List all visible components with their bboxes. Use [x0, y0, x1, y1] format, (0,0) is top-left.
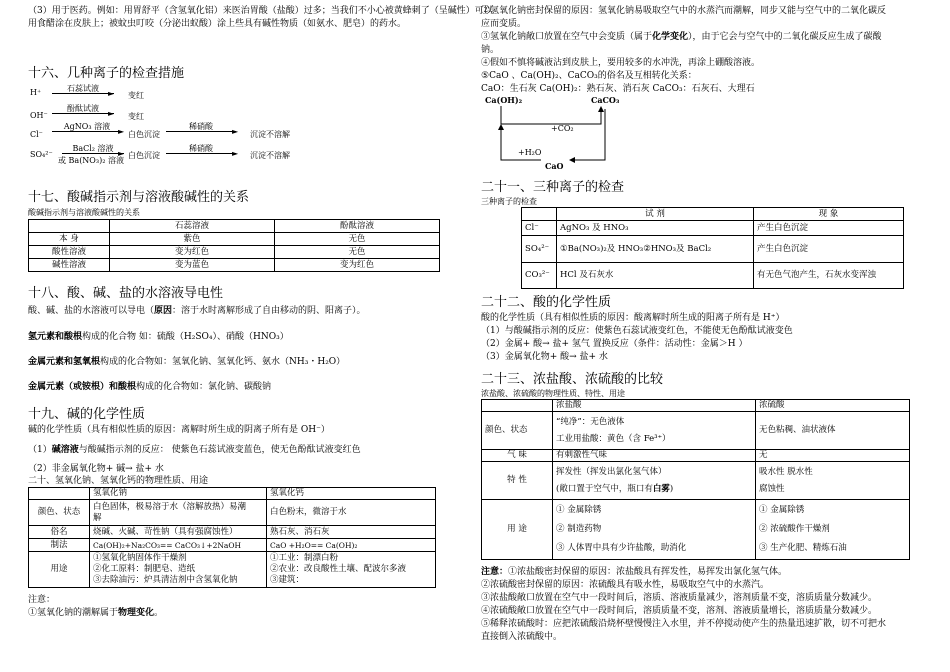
acid-property-0: 酸的化学性质（具有相似性质的原因：酸离解时所生成的阳离子所有是 H⁺）	[481, 313, 785, 323]
col-header: 试 剂	[557, 208, 754, 221]
cycle-caco3: CaCO₃	[591, 95, 620, 105]
cell: 烧碱、火碱、苛性钠（具有强腐蚀性）	[90, 526, 267, 539]
section-22-title: 二十二、酸的化学性质	[481, 295, 612, 310]
cell: ① 金属除锈 ② 浓硫酸作干燥剂 ③ 生产化肥、精炼石油	[756, 500, 910, 560]
section-17-caption: 酸碱指示剂与溶液酸碱性的关系	[28, 208, 140, 217]
cell: 白色固体，极易溶于水（溶解放热）易潮 解	[90, 500, 267, 526]
row-label: 用途	[29, 552, 90, 588]
note-1: ①氢氧化钠的潮解属于物理变化。	[28, 608, 164, 618]
acid-property-3: （3）金属氧化物+ 酸→ 盐+ 水	[481, 352, 608, 362]
col-header: 氢氧化钙	[267, 488, 436, 500]
reagent-bano3: 或 Ba(NO₃)₂ 溶液	[58, 156, 124, 165]
section-23-caption: 浓盐酸、浓硫酸的物理性质、特性、用途	[481, 389, 625, 398]
cell: 紫色	[110, 233, 275, 246]
reagent-hno3: 稀硝酸	[166, 122, 236, 132]
row-label: Cl⁻	[522, 221, 557, 236]
cell	[522, 208, 557, 221]
intro-line-1: （3）用于医药。例如：用胃舒平（含氢氧化铝）来医治胃酸（盐酸）过多；当我们不小心被黄蜂刺了（呈碱性）可以	[28, 6, 493, 16]
cell	[29, 488, 90, 500]
col-header: 酚酞溶液	[275, 220, 440, 233]
section-21-caption: 三种离子的检查	[481, 197, 537, 206]
section-20-title: 二十、氢氧化钠、氢氧化钙的物理性质、用途	[28, 476, 209, 486]
base-property-1: （1）碱溶液与酸碱指示剂的反应： 使紫色石蕊试液变蓝色，使无色酚酞试液变红色	[28, 445, 361, 455]
base-definition: 金属元素和氢氧根构成的化合物如：氢氧化钠、氢氧化钙、氨水（NH₃・H₂O）	[28, 357, 346, 367]
acid-note-5b: 直接倒入浓硫酸中。	[481, 632, 563, 642]
naoh-note-3a: ③氢氧化钠敞口放置在空气中会变质（属于化学变化），由于它会与空气中的二氧化碳反应生成了碳酸	[481, 32, 882, 42]
cycle-label-h2o: +H₂O	[518, 148, 542, 157]
row-label: 气 味	[482, 450, 553, 462]
acid-compare-table	[481, 399, 910, 560]
row-label: CO₃²⁻	[522, 263, 557, 289]
result2-so4: 沉淀不溶解	[250, 151, 290, 160]
acid-note-1: 注意：①浓盐酸密封保留的原因：浓盐酸具有挥发性，易挥发出氯化氢气体。	[481, 567, 788, 577]
intro-line-2: 用食醋涂在皮肤上；被蚊虫叮咬（分泌出蚁酸）涂上些具有碱性物质（如氨水、肥皂）的药水。	[28, 19, 407, 29]
base-properties: 碱的化学性质（具有相似性质的原因：离解时所生成的阴离子所有是 OH⁻）	[28, 425, 330, 435]
row-label: 酸性溶液	[29, 246, 110, 259]
cell: 无色粘稠、油状液体	[756, 412, 910, 450]
cell: 无色	[275, 246, 440, 259]
cell: 无色	[275, 233, 440, 246]
row-label: 俗名	[29, 526, 90, 539]
reagent-hno3-2: 稀硝酸	[166, 144, 236, 154]
arrow-icon: ►	[118, 149, 125, 158]
arrow-icon: ►	[232, 127, 239, 136]
acid-note-5a: ⑤稀释浓硫酸时：应把浓硫酸沿烧杯壁慢慢注入水里，并不停搅动使产生的热量迅速扩散，切不可把水	[481, 619, 887, 629]
cell: ①氢氧化钠固体作干燥剂 ②化工原料：制肥皂、造纸 ③去除油污：炉具清洁剂中含氢氧化钠	[90, 552, 267, 588]
reagent-agno3: AgNO₃ 溶液	[52, 122, 122, 132]
acid-property-2: （2）金属+ 酸→ 盐+ 氢气 置换反应（条件：活动性：金属＞H ）	[481, 339, 748, 349]
acid-property-1: （1）与酸碱指示剂的反应：使紫色石蕊试液变红色，不能使无色酚酞试液变色	[481, 326, 793, 336]
result-h: 变红	[128, 91, 144, 100]
naoh-note-5-names: CaO：生石灰 Ca(OH)₂：熟石灰、消石灰 CaCO₃：石灰石、大理石	[481, 84, 755, 94]
arrow-icon: ►	[108, 89, 115, 98]
result-oh: 变红	[128, 112, 144, 121]
cell: ①Ba(NO₃)₂及 HNO₃②HNO₃及 BaCl₂	[557, 236, 754, 263]
reagent-litmus: 石蕊试液	[52, 84, 114, 94]
result-so4: 白色沉淀	[128, 151, 160, 160]
cell	[482, 400, 553, 412]
cell: 挥发性（挥发出氯化氢气体） (敞口置于空气中，瓶口有白雾)	[553, 462, 756, 500]
col-header: 现 象	[754, 208, 904, 221]
col-header: 氢氧化钠	[90, 488, 267, 500]
section-19-title: 十九、碱的化学性质	[28, 407, 146, 422]
cycle-caoh2: Ca(OH)₂	[485, 95, 523, 105]
cell: 吸水性 脱水性 腐蚀性	[756, 462, 910, 500]
row-label: 本 身	[29, 233, 110, 246]
cell: 变为红色	[275, 259, 440, 272]
cell: ①工业：制漂白粉 ②农业：改良酸性土壤、配波尔多液 ③建筑：	[267, 552, 436, 588]
cell: 熟石灰、消石灰	[267, 526, 436, 539]
row-label: SO₄²⁻	[522, 236, 557, 263]
cell: AgNO₃ 及 HNO₃	[557, 221, 754, 236]
arrow-icon: ►	[232, 149, 239, 158]
section-23-title: 二十三、浓盐酸、浓硫酸的比较	[481, 372, 664, 387]
section-16-title: 十六、几种离子的检查措施	[28, 66, 185, 81]
cell: 有刺激性气味	[553, 450, 756, 462]
base-property-2: （2）非金属氧化物+ 碱→ 盐+ 水	[28, 464, 164, 474]
naoh-note-2a: ②氢氧化钠密封保留的原因：氢氧化钠易吸取空气中的水蒸汽而潮解，同步又能与空气中的二氧化碳反	[481, 6, 887, 16]
ion-h: H⁺	[30, 88, 42, 97]
arrow-icon: ►	[118, 127, 125, 136]
cell: 产生白色沉淀	[754, 221, 904, 236]
acid-note-4: ④浓硫酸敞口放置在空气中一段时间后，溶质质量不变，溶剂、溶液质量增长，溶质质量分数减少。	[481, 606, 878, 616]
cell: HCl 及石灰水	[557, 263, 754, 289]
cell: Ca(OH)₂+Na₂CO₃== CaCO₃↓+2NaOH	[90, 539, 267, 552]
cycle-cao: CaO	[545, 161, 564, 171]
col-header: 浓硫酸	[756, 400, 910, 412]
acid-note-2: ②浓硫酸密封保留的原因：浓硫酸具有吸水性，易吸取空气中的水蒸汽。	[481, 580, 770, 590]
cell: 变为红色	[110, 246, 275, 259]
result2-cl: 沉淀不溶解	[250, 130, 290, 139]
ion-so4: SO₄²⁻	[30, 150, 53, 159]
cycle-arrows	[481, 100, 621, 170]
cell: CaO +H₂O== Ca(OH)₂	[267, 539, 436, 552]
row-label: 用 途	[482, 500, 553, 560]
indicator-table	[28, 219, 440, 272]
section-17-title: 十七、酸碱指示剂与溶液酸碱性的关系	[28, 190, 250, 205]
reagent-bacl2: BaCl₂ 溶液	[62, 144, 124, 154]
reagent-phenol: 酚酞试液	[52, 104, 114, 114]
col-header: 石蕊溶液	[110, 220, 275, 233]
result-cl: 白色沉淀	[128, 130, 160, 139]
naoh-caoh-table	[28, 487, 436, 588]
row-label: 碱性溶液	[29, 259, 110, 272]
cell: 变为蓝色	[110, 259, 275, 272]
cell	[29, 220, 110, 233]
acid-note-3: ③浓盐酸敞口放置在空气中一段时间后，溶质、溶液质量减少，溶剂质量不变，溶质质量分数减少。	[481, 593, 878, 603]
section-21-title: 二十一、三种离子的检查	[481, 180, 625, 195]
ion-test-table	[521, 207, 904, 289]
arrow-icon: ►	[108, 109, 115, 118]
ion-oh: OH⁻	[30, 111, 48, 120]
acid-definition: 氢元素和酸根构成的化合物 如：硫酸（H₂SO₄）、硝酸（HNO₃）	[28, 332, 289, 342]
cycle-label-co2: +CO₂	[551, 124, 574, 133]
cell: 白色粉末，微溶于水	[267, 500, 436, 526]
naoh-note-5: ⑤CaO 、Ca(OH)₂、CaCO₃的俗名及互相转化关系：	[481, 71, 697, 81]
row-label: 颜色、状态	[29, 500, 90, 526]
cell: “纯净”：无色液体 工业用盐酸：黄色（含 Fe³⁺）	[553, 412, 756, 450]
cell: 有无色气泡产生，石灰水变浑浊	[754, 263, 904, 289]
ion-cl: Cl⁻	[30, 130, 43, 139]
note-label: 注意：	[28, 595, 56, 605]
cell: ① 金属除锈 ② 制造药物 ③ 人体胃中具有少许盐酸，助消化	[553, 500, 756, 560]
cell: 无	[756, 450, 910, 462]
section-18-title: 十八、酸、碱、盐的水溶液导电性	[28, 286, 224, 301]
col-header: 浓盐酸	[553, 400, 756, 412]
naoh-note-3b: 钠。	[481, 45, 500, 55]
salt-definition: 金属元素（或铵根）和酸根构成的化合物如：氯化钠、碳酸钠	[28, 382, 272, 392]
row-label: 颜色、状态	[482, 412, 553, 450]
row-label: 制法	[29, 539, 90, 552]
row-label: 特 性	[482, 462, 553, 500]
naoh-note-2b: 应而变质。	[481, 19, 527, 29]
conductivity-text: 酸、碱、盐的水溶液可以导电（原因：溶于水时离解形成了自由移动的阴、阳离子）。	[28, 306, 366, 316]
cell: 产生白色沉淀	[754, 236, 904, 263]
naoh-note-4: ④假如不慎将碱液沾到皮肤上，要用较多的水冲洗，再涂上硼酸溶液。	[481, 58, 761, 68]
